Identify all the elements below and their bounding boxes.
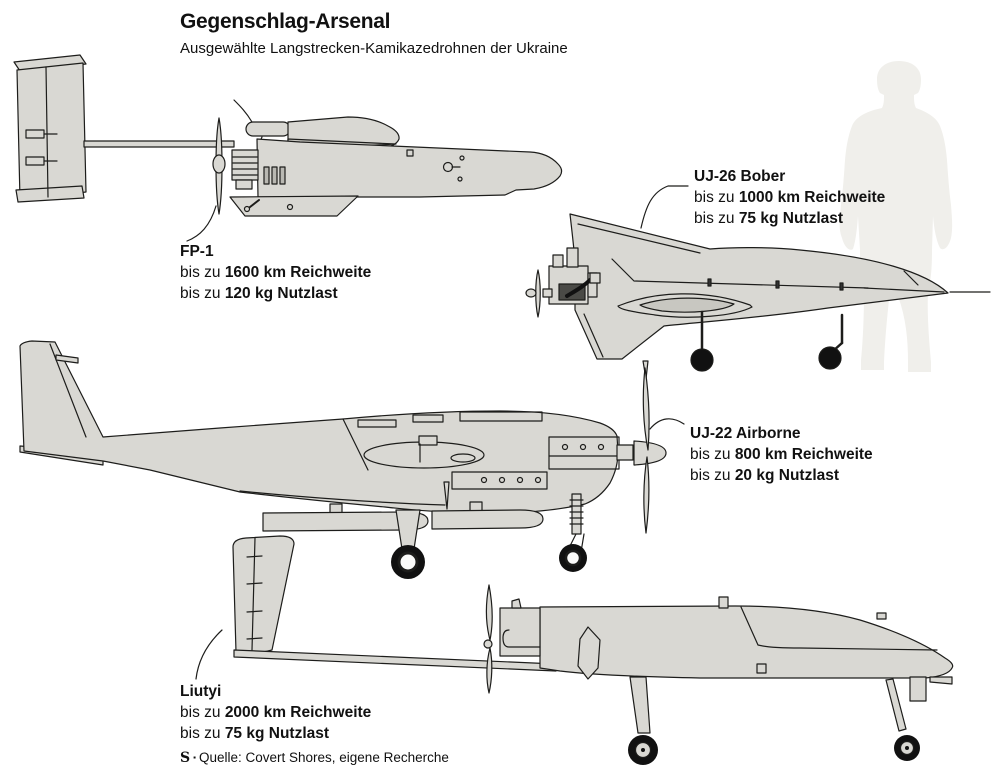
drone-payload-fp1: bis zu 120 kg Nutzlast: [180, 285, 338, 302]
fp1-fuel-tank: [246, 122, 290, 136]
drone-range-fp1: bis zu 1600 km Reichweite: [180, 264, 372, 281]
drone-range-uj22: bis zu 800 km Reichweite: [690, 446, 873, 463]
drone-name-uj26: UJ-26 Bober: [694, 168, 786, 185]
publisher-logo: S: [180, 750, 191, 766]
liutyi-leader-line: [196, 630, 222, 679]
label-uj26: [694, 166, 885, 229]
uj22-propeller: [644, 457, 649, 533]
fp1-leader-line: [187, 206, 216, 241]
drone-name-liutyi: Liutyi: [180, 683, 222, 700]
fp1-lower-wing: [230, 196, 358, 216]
uj22-wheel-main: [399, 553, 417, 571]
drone-art-uj22: [20, 341, 684, 579]
uj26-wheel-front: [691, 349, 713, 371]
fp1-boom: [84, 141, 234, 147]
liutyi-fuselage: [540, 606, 953, 678]
bullet-separator: ▪: [193, 753, 196, 762]
source-line: [180, 750, 449, 766]
label-liutyi: [180, 681, 371, 744]
liutyi-front-gear: [630, 677, 650, 733]
uj22-propeller: [643, 368, 649, 450]
liutyi-rear-gear: [886, 679, 906, 731]
label-uj22: [690, 423, 873, 486]
uj22-body: [20, 341, 618, 513]
drone-name-uj22: UJ-22 Airborne: [690, 425, 801, 442]
liutyi-propeller: [487, 648, 492, 693]
drone-name-fp1: FP-1: [180, 243, 214, 260]
drone-art-fp1: [14, 55, 562, 241]
uj22-main-gear: [396, 510, 420, 549]
fp1-fuselage: [257, 139, 562, 197]
uj22-leader-line: [650, 419, 684, 429]
drone-range-uj26: bis zu 1000 km Reichweite: [694, 189, 886, 206]
uj22-canopy: [364, 442, 484, 468]
drone-payload-uj26: bis zu 75 kg Nutzlast: [694, 210, 844, 227]
drone-range-liutyi: bis zu 2000 km Reichweite: [180, 704, 372, 721]
uj26-leader-line: [641, 186, 688, 228]
source-text: Quelle: Covert Shores, eigene Recherche: [198, 750, 449, 765]
uj22-belly-pod: [432, 510, 543, 529]
drone-payload-liutyi: bis zu 75 kg Nutzlast: [180, 725, 330, 742]
uj22-wheel-front: [566, 551, 580, 565]
liutyi-tail-fin: [233, 536, 294, 653]
page-subtitle: Ausgewählte Langstrecken-Kamikazedrohnen der Ukraine: [180, 40, 568, 57]
label-fp1: [180, 241, 371, 304]
page-title: Gegenschlag-Arsenal: [180, 10, 391, 33]
drone-payload-uj22: bis zu 20 kg Nutzlast: [690, 467, 840, 484]
liutyi-propeller: [486, 585, 492, 640]
uj26-wheel-rear: [819, 347, 841, 369]
liutyi-engine: [500, 608, 540, 656]
uj22-spinner: [634, 441, 666, 465]
